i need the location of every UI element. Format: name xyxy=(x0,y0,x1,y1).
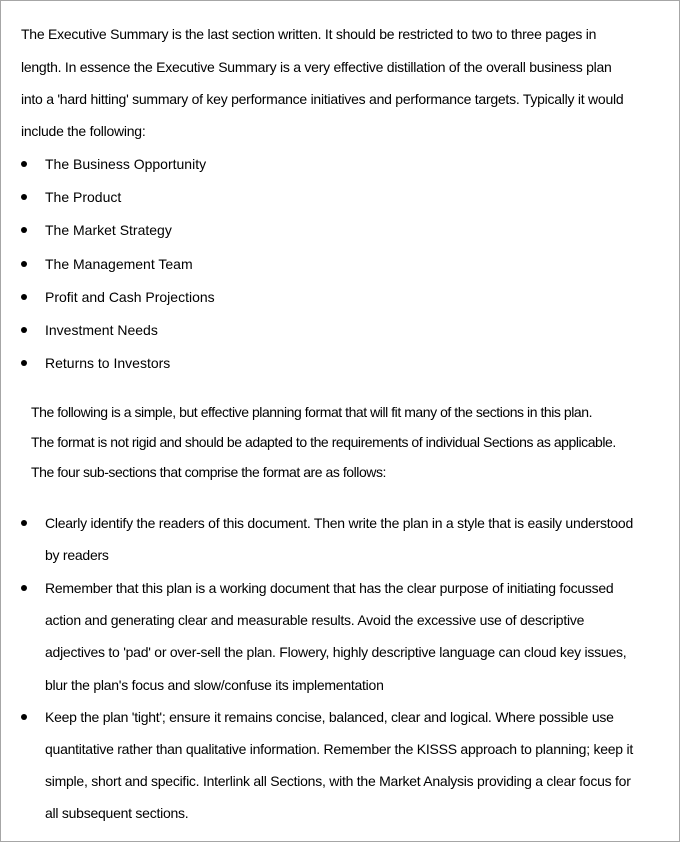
bullet-icon xyxy=(21,261,27,267)
list-item-text: action and generating clear and measurable results. Avoid the excessive use of descriptive xyxy=(45,612,585,628)
list-item-text: by readers xyxy=(45,547,109,563)
list-item-text: Clearly identify the readers of this document. Then write the plan in a style that is easily understood xyxy=(45,515,633,531)
list-item-text: Investment Needs xyxy=(45,322,158,338)
format-line: The four sub-sections that comprise the format are as follows: xyxy=(31,464,386,480)
bullet-icon xyxy=(21,294,27,300)
list-item-text: The Market Strategy xyxy=(45,222,172,238)
bullet-icon xyxy=(21,585,27,591)
bullet-icon xyxy=(21,194,27,200)
bullet-icon xyxy=(21,161,27,167)
list-item-text: Keep the plan 'tight'; ensure it remains concise, balanced, clear and logical. Where possible use xyxy=(45,709,614,725)
list-item-text: blur the plan's focus and slow/confuse its implementation xyxy=(45,677,384,693)
list-item-text: quantitative rather than qualitative information. Remember the KISSS approach to planning; keep it xyxy=(45,741,633,757)
bullet-icon xyxy=(21,327,27,333)
list-item-text: adjectives to 'pad' or over-sell the plan. Flowery, highly descriptive language can cloud key issues, xyxy=(45,644,627,660)
list-item-text: Profit and Cash Projections xyxy=(45,289,215,305)
bullet-icon xyxy=(21,520,27,526)
list-item-text: The Business Opportunity xyxy=(45,156,207,172)
intro-line: length. In essence the Executive Summary is a very effective distillation of the overall business plan xyxy=(21,59,612,75)
list-item-text: Remember that this plan is a working document that has the clear purpose of initiating focussed xyxy=(45,580,614,596)
intro-line: The Executive Summary is the last section written. It should be restricted to two to three pages in xyxy=(21,26,597,42)
bullet-icon xyxy=(21,227,27,233)
format-line: The format is not rigid and should be adapted to the requirements of individual Sections as applicable. xyxy=(31,434,616,450)
intro-line: into a 'hard hitting' summary of key performance initiatives and performance targets. Typically it would xyxy=(21,91,624,107)
bullet-icon xyxy=(21,714,27,720)
list-item-text: The Management Team xyxy=(45,256,193,272)
list-item-text: The Product xyxy=(45,189,122,205)
list-item-text: all subsequent sections. xyxy=(45,805,189,821)
format-line: The following is a simple, but effective planning format that will fit many of the sections in this plan. xyxy=(31,404,593,420)
bullet-icon xyxy=(21,360,27,366)
list-item-text: simple, short and specific. Interlink all Sections, with the Market Analysis providing a clear focus for xyxy=(45,773,631,789)
intro-line: include the following: xyxy=(21,123,146,139)
list-item-text: Returns to Investors xyxy=(45,355,171,371)
